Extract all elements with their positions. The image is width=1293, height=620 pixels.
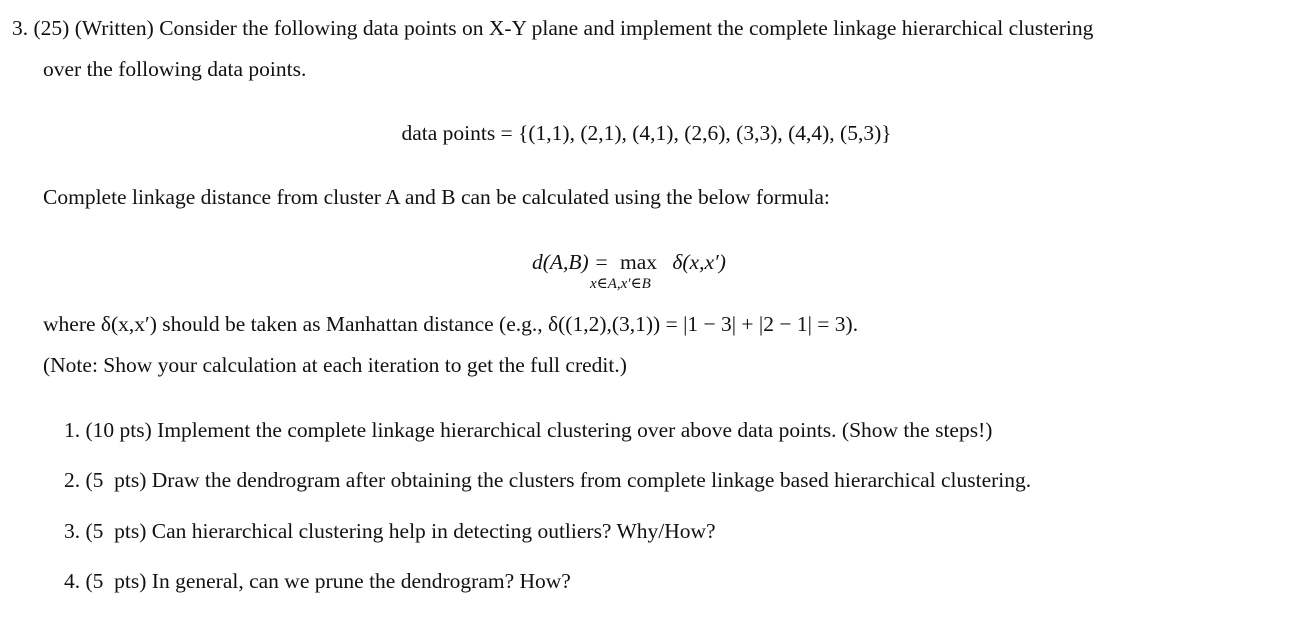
formula-max: max (619, 250, 657, 274)
data-points-equation (0, 121, 1293, 145)
item-text: (5 pts) Can hierarchical clustering help in detecting outliers? Why/How? (85, 519, 716, 543)
linkage-intro: Complete linkage distance from cluster A and B can be calculated using the below formula: (43, 185, 830, 209)
formula-lhs: d(A,B) = (532, 250, 609, 274)
question-tag: (Written) (74, 16, 154, 40)
question-points: (25) (33, 16, 70, 40)
item-text: (10 pts) Implement the complete linkage hierarchical clustering over above data points. (Show the steps!) (85, 418, 993, 442)
item-number: 4. (64, 569, 81, 593)
sub-question-1 (64, 418, 992, 442)
linkage-formula (532, 250, 726, 292)
item-text: (5 pts) In general, can we prune the dendrogram? How? (85, 569, 571, 593)
sub-question-2 (64, 468, 1031, 492)
data-points-set: {(1,1), (2,1), (4,1), (2,6), (3,3), (4,4), (5,3)} (518, 121, 892, 145)
sub-question-3 (64, 519, 716, 543)
manhattan-note: where δ(x,x′) should be taken as Manhattan distance (e.g., δ((1,2),(3,1)) = |1 − 3| + |2 − 1| = 3). (43, 312, 859, 336)
sub-question-4 (64, 569, 571, 593)
formula-subscript: x∈A,x′∈B (589, 276, 651, 292)
item-number: 3. (64, 519, 81, 543)
item-number: 2. (64, 468, 81, 492)
item-text: (5 pts) Draw the dendrogram after obtaining the clusters from complete linkage based hierarchical clustering. (85, 468, 1032, 492)
data-points-label: data points = (401, 121, 513, 145)
item-number: 1. (64, 418, 81, 442)
calculation-note: (Note: Show your calculation at each iteration to get the full credit.) (43, 353, 627, 377)
question-intro: Consider the following data points on X-Y plane and implement the complete linkage hierarchical clustering (159, 16, 1094, 40)
question-header (12, 16, 1093, 40)
formula-rhs: δ(x,x′) (672, 250, 726, 274)
question-intro-continued: over the following data points. (43, 57, 307, 81)
question-number: 3. (12, 16, 29, 40)
